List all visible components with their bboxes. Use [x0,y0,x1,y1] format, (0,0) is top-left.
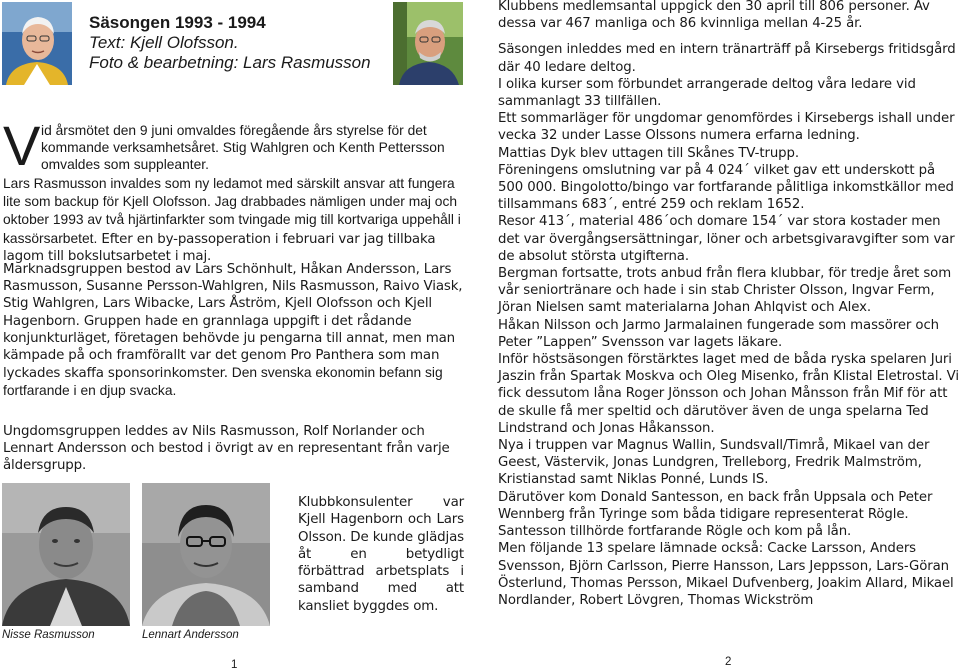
paragraph-finances: Föreningens omslutning var på 4 024´ vilket gav ett underskott på 500 000. Bingolotto/bingo var fortfarande pålitliga inkomstkällor med tillsammans 683´, entré 259 och reklam 1652. [498,162,954,213]
paragraph-costs: Resor 413´, material 486´och domare 154´ var stora kostader men det var övergångsersättningar, löner och arbetsgivaravgifter som var de absolut största utgifterna. [498,214,955,264]
paragraph-summer-camp: Ett sommarläger för ungdomar genomfördes i Kirsebergs ishall under vecka 32 under Lasse Olssons numera erfarna ledning. [498,111,955,144]
photo-lennart-andersson [142,483,270,626]
caption-nisse: Nisse Rasmusson [2,629,95,641]
paragraph-consultants-text: Klubbkonsulenter var Kjell Hagenborn och Lars Olsson. De kunde glädjas åt en betydligt förbättrad arbetsplats i samband med att kansliet byggdes om. [298,495,464,614]
text-credit: Text: Kjell Olofsson. [89,33,239,52]
paragraph-loans: Därutöver kom Donald Santesson, en back från Uppsala och Peter Wennberg från Tyringe som båda tidigare representerat Rögle. Santesson tillhörde fortfarande Rögle och kom på lån. [498,489,933,540]
paragraph-coach: Bergman fortsatte, trots anbud från flera klubbar, för tredje året som vår seniortränare och hade i sin stab Christer Olsson, Ingvar Ferm, Jöran Nielsen samt materialarna Johan Ahlqvist och Alex. [498,266,952,316]
author-photo-kjell [2,2,72,85]
photo-nisse-rasmusson [2,483,130,626]
paragraph-membership: Klubbens medlemsantal uppgick den 30 april till 806 personer. Av dessa var 467 manliga och 86 kvinnliga mellan 4-25 år. [498,0,930,32]
paragraph-board-a: Lars Rasmusson invaldes som ny ledamot med särskilt ansvar att fungera lite som backup för Kjell Olofsson. [3,176,455,210]
paragraph-marketing-b: Gruppen hade en grannlaga uppgift i det rådande konjunkturläget, företagen behövde ju pengarna till annat, men man kämpade på och framförallt var det genom Pro Panthera som man lyckades skaffa sponsorinkomster. [3,313,455,382]
drop-cap: V [3,114,41,177]
paragraph-board-c: Efter en by-passoperation i februari var jag tillbaka lagom till bokslutsarbetet i maj. [3,231,436,264]
photo-credit: Foto & bearbetning: Lars Rasmusson [89,53,371,72]
paragraph-reinforcements: Inför höstsäsongen förstärktes laget med de båda ryska spelaren Juri Jaszin från Spartak Moskva och Oleg Misenko, från Klistal Eletrostal. Vi fick dessutom låna Roger Jönsson och Johan Månsson från Mif för att de skulle få mer speltid och därutöver även de unga spelarna Ted Lindstrand och Jonas Håkansson. [498,352,959,436]
page-number-right: 2 [725,656,732,668]
right-column [498,0,960,609]
paragraph-courses: I olika kurser som förbundet arrangerade deltog våra ledare vid sammanlagt 33 tillfällen. [498,76,916,110]
author-photo-lars [393,2,463,85]
paragraph-departures: Men följande 13 spelare lämnade också: Cacke Larsson, Anders Svensson, Björn Carlsson, Pierre Hansson, Lars Jeppsson, Lars-Göran Österlund, Thomas Persson, Mikael Dufvenberg, Joakim Allard, Mikael Nordlander, Robert Lövgren, Thomas Wickström [498,541,954,608]
intro-paragraph: id årsmötet den 9 juni omvaldes föregående års styrelse för det kommande verksamhetsåret. Stig Wahlgren och Kenth Pettersson omvaldes som suppleanter. [41,123,445,173]
paragraph-board-b: Jag drabbades nämligen under maj och oktober 1993 av två hjärtinfarkter som tvingade mig till kortvariga uppehåll i kassörsarbetet. [3,194,461,246]
paragraph-marketing-c: Den svenska ekonomin befann sig fortfarande i en djup svacka. [3,365,443,399]
paragraph-new-players: Nya i truppen var Magnus Wallin, Sundsvall/Timrå, Mikael van der Geest, Västervik, Jonas Lundgren, Trelleborg, Fredrik Malmström, Kristianstad samt Niklas Ponné, Lunds IS. [498,438,930,488]
page-number-left: 1 [231,659,238,670]
paragraph-youth [3,423,465,475]
paragraph-season-start: Säsongen inleddes med en intern tränarträff på Kirsebergs fritidsgård där 40 ledare deltog. [498,42,956,75]
paragraph-medical: Håkan Nilsson och Jarmo Jarmalainen fungerade som massörer och Peter ”Lappen” Svensson var lagets läkare. [498,317,939,350]
article-header [89,13,389,73]
paragraph-marketing-a: Marknadsgruppen bestod av Lars Schönhult, Håkan Andersson, Lars Rasmusson, Susanne Persson-Wahlgren, Nils Rasmusson, Raivo Viask, Stig Wahlgren, Lars Wibacke, Lars Åström, Kjell Olofsson och Kjell Hagenborn. [3,262,463,329]
caption-lennart: Lennart Andersson [142,629,239,641]
paragraph-marketing [3,261,465,401]
paragraph-board [3,175,465,265]
article-title: Säsongen 1993 - 1994 [89,13,266,32]
paragraph-youth-text: Ungdomsgruppen leddes av Nils Rasmusson, Rolf Norlander och Lennart Andersson och bestod i övrigt av en representant från varje åldersgrupp. [3,424,450,474]
paragraph-tv-squad: Mattias Dyk blev uttagen till Skånes TV-trupp. [498,145,799,161]
paragraph-consultants [298,494,464,615]
